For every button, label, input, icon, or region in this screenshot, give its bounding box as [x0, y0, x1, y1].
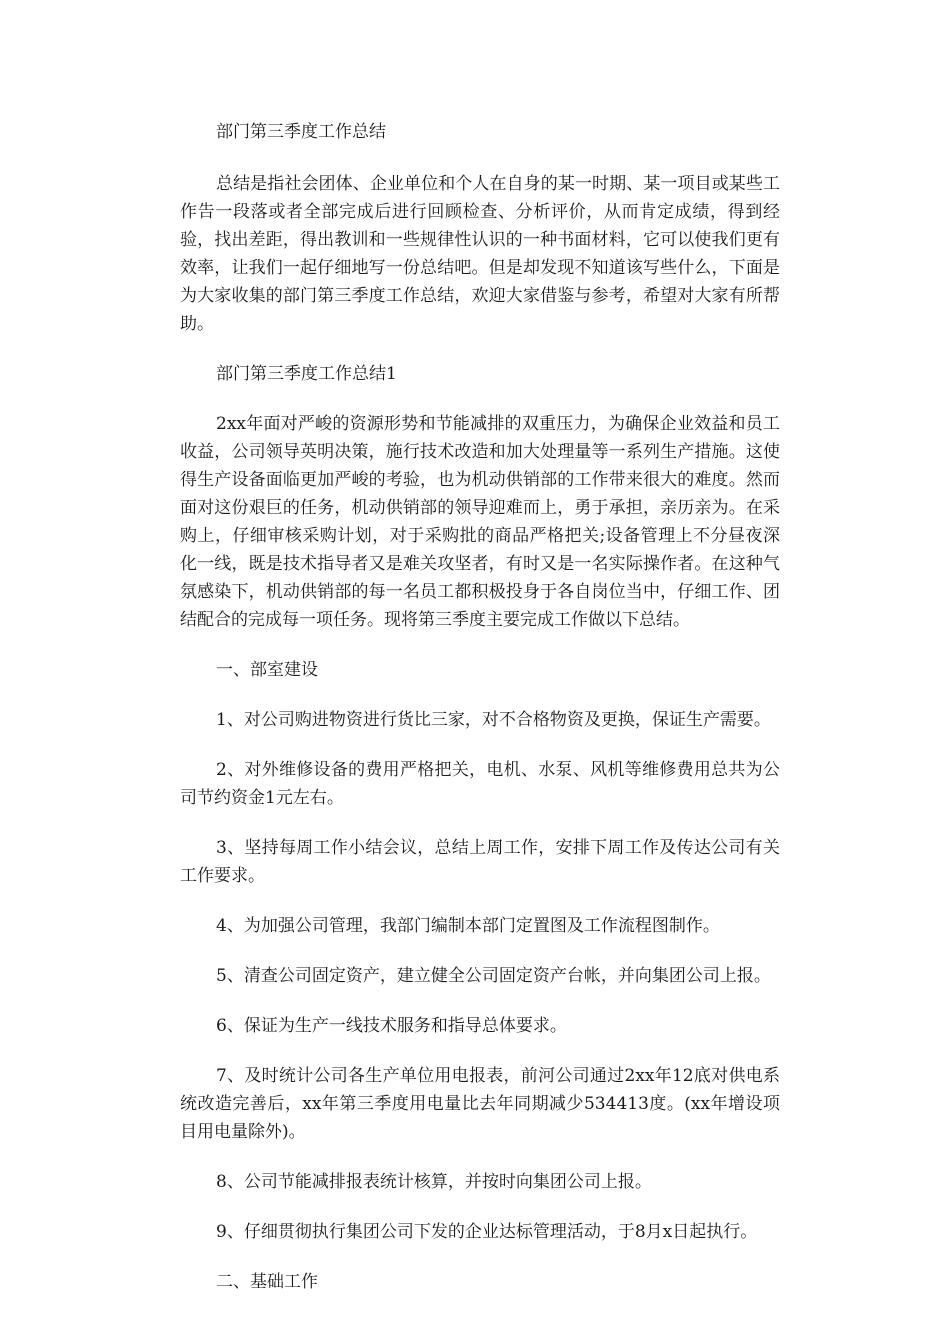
body-paragraph: 2xx年面对严峻的资源形势和节能减排的双重压力，为确保企业效益和员工收益，公司领导英明决策，施行技术改造和加大处理量等一系列生产措施。这使得生产设备面临更加严峻的考验，也为机动供销部的工作带来很大的难度。然而面对这份艰巨的任务，机动供销部的领导迎难而上，勇于承担，亲历亲为。在采购上，仔细审核采购计划，对于采购批的商品严格把关;设备管理上不分昼夜深化一线，既是技术指导者又是难关攻坚者，有时又是一名实际操作者。在这种气氛感染下，机动供销部的每一名员工都积极投身于各自岗位当中，仔细工作、团结配合的完成每一项任务。现将第三季度主要完成工作做以下总结。: [180, 414, 780, 630]
list-item: 4、为加强公司管理，我部门编制本部门定置图及工作流程图制作。: [216, 916, 720, 936]
list-item: 5、清查公司固定资产，建立健全公司固定资产台帐，并向集团公司上报。: [216, 966, 771, 986]
section-heading: 一、部室建设: [216, 660, 318, 680]
list-item: 2、对外维修设备的费用严格把关，电机、水泵、风机等维修费用总共为公司节约资金1元左右。: [180, 760, 780, 808]
list-item: 7、及时统计公司各生产单位用电报表，前河公司通过2xx年12底对供电系统改造完善后，xx年第三季度用电量比去年同期减少534413度。(xx年增设项目用电量除外)。: [180, 1066, 780, 1142]
document-title: 部门第三季度工作总结: [216, 122, 386, 142]
document-body: [180, 118, 780, 1318]
list-item: 3、坚持每周工作小结会议，总结上周工作，安排下周工作及传达公司有关工作要求。: [180, 838, 780, 886]
list-item: 8、公司节能减排报表统计核算，并按时向集团公司上报。: [216, 1172, 652, 1192]
list-item: 6、保证为生产一线技术服务和指导总体要求。: [216, 1016, 567, 1036]
list-item: 9、仔细贯彻执行集团公司下发的企业达标管理活动，于8月x日起执行。: [216, 1222, 758, 1242]
section-heading: 二、基础工作: [216, 1272, 318, 1292]
section-heading: 部门第三季度工作总结1: [216, 364, 397, 384]
list-item: 1、对公司购进物资进行货比三家，对不合格物资及更换，保证生产需要。: [216, 710, 771, 730]
intro-paragraph: 总结是指社会团体、企业单位和个人在自身的某一时期、某一项目或某些工作告一段落或者全部完成后进行回顾检查、分析评价，从而肯定成绩，得到经验，找出差距，得出教训和一些规律性认识的一种书面材料，它可以使我们更有效率，让我们一起仔细地写一份总结吧。但是却发现不知道该写些什么，下面是为大家收集的部门第三季度工作总结，欢迎大家借鉴与参考，希望对大家有所帮助。: [180, 174, 780, 334]
